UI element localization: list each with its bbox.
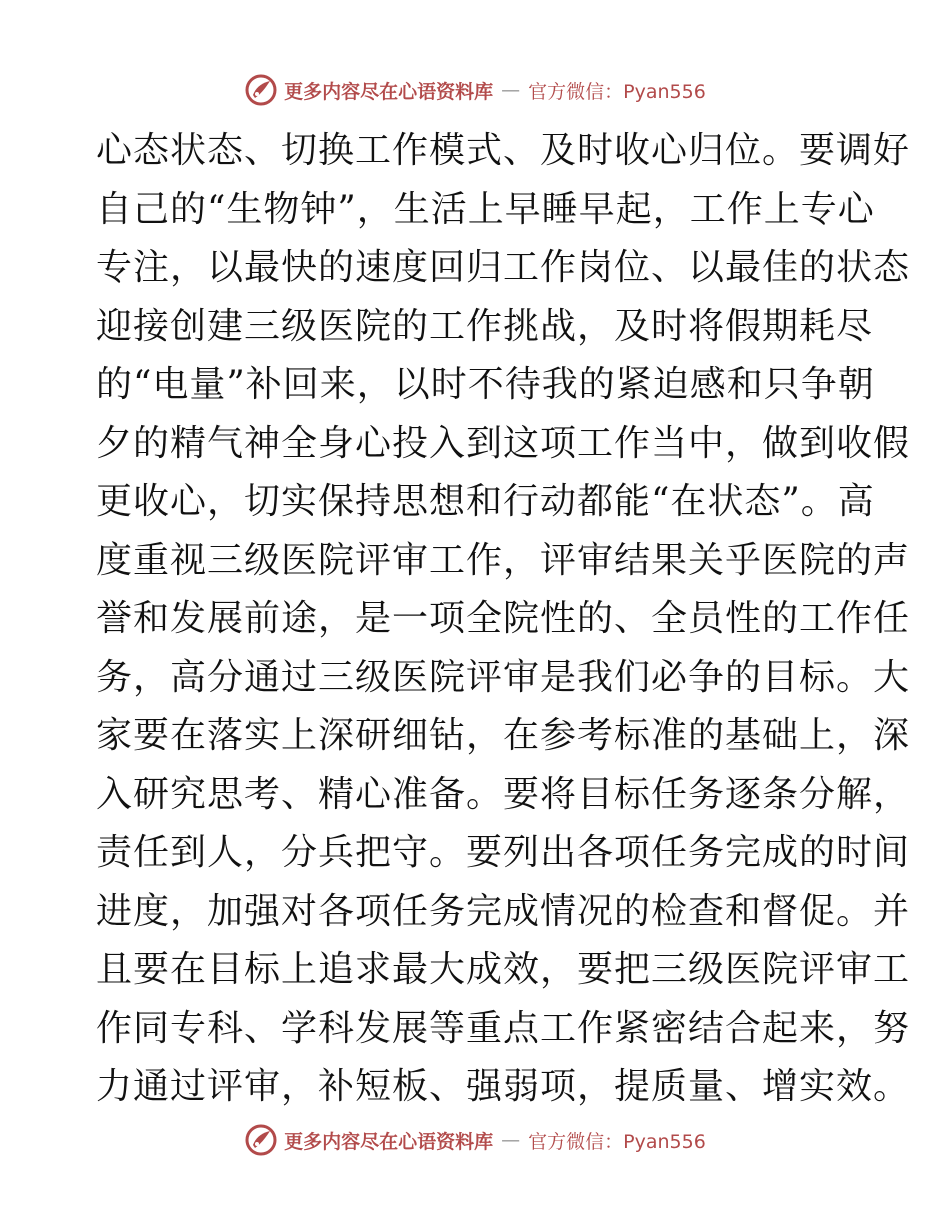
pen-nib-logo-icon <box>244 1123 278 1157</box>
body-line: 进度，加强对各项任务完成情况的检查和督促。并 <box>96 890 911 932</box>
header-dash: — <box>501 79 521 101</box>
body-line: 誉和发展前途，是一项全院性的、全员性的工作任 <box>96 598 911 639</box>
body-line: 作同专科、学科发展等重点工作紧密结合起来，努 <box>96 1007 911 1049</box>
header-brand-text: 更多内容尽在心语资料库 <box>284 80 494 103</box>
pen-nib-logo-icon <box>244 73 278 107</box>
page-footer <box>0 1120 950 1160</box>
page-header <box>0 70 950 110</box>
footer-brand <box>244 1123 706 1157</box>
body-line: 务，高分通过三级医院评审是我们必争的目标。大 <box>96 656 911 698</box>
body-line: 家要在落实上深研细钻，在参考标准的基础上，深 <box>96 715 911 756</box>
body-line: 责任到人，分兵把守。要列出各项任务完成的时间 <box>96 832 911 873</box>
body-line: 入研究思考、精心准备。要将目标任务逐条分解， <box>96 773 911 815</box>
header-wechat-text: 官方微信：Pyan556 <box>528 80 706 103</box>
body-line: 且要在目标上追求最大成效，要把三级医院评审工 <box>96 949 911 990</box>
body-line: 心态状态、切换工作模式、及时收心归位。要调好 <box>96 130 911 171</box>
header-brand <box>244 73 706 107</box>
footer-dash: — <box>501 1129 521 1151</box>
body-line: 专注，以最快的速度回归工作岗位、以最佳的状态 <box>96 247 911 288</box>
body-line: 更收心，切实保持思想和行动都能“在状态”。高 <box>96 481 875 522</box>
body-line: 的“电量”补回来，以时不待我的紧迫感和只争朝 <box>96 364 875 405</box>
footer-brand-text: 更多内容尽在心语资料库 <box>284 1130 494 1153</box>
body-line: 自己的“生物钟”，生活上早睡早起，工作上专心 <box>96 188 875 230</box>
body-line: 夕的精气神全身心投入到这项工作当中，做到收假 <box>96 422 911 464</box>
body-line: 迎接创建三级医院的工作挑战，及时将假期耗尽 <box>96 305 874 347</box>
body-line: 度重视三级医院评审工作，评审结果关乎医院的声 <box>96 539 911 581</box>
body-line: 力通过评审，补短板、强弱项，提质量、增实效。 <box>96 1066 911 1107</box>
footer-wechat-text: 官方微信：Pyan556 <box>528 1130 706 1153</box>
document-body <box>96 122 911 1117</box>
